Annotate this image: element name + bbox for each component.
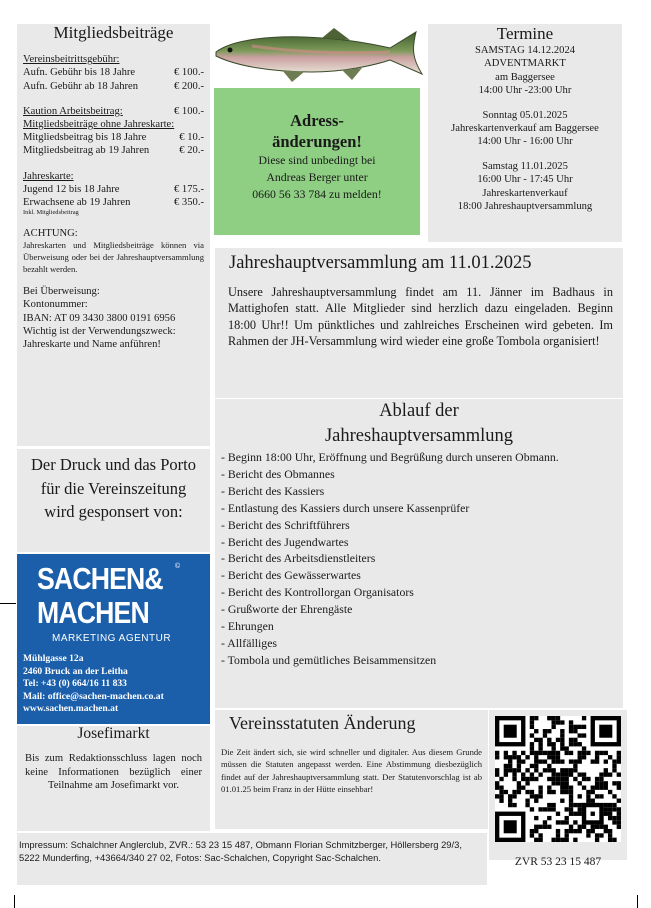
agenda-item: - Beginn 18:00 Uhr, Eröffnung und Begrüßung durch unseren Obmann. xyxy=(221,450,559,464)
agenda-item: - Bericht des Schriftführers xyxy=(221,517,350,532)
agenda-item: - Bericht des Kassiers xyxy=(221,483,325,498)
address-change-notice xyxy=(214,88,420,235)
iban: IBAN: AT 09 3430 3800 0191 6956 xyxy=(23,312,176,324)
fee-row: Aufn. Gebühr bis 18 Jahre € 100.- xyxy=(23,67,204,79)
crop-mark xyxy=(637,895,638,908)
fee-row: Jugend 12 bis 18 Jahre € 175.- xyxy=(23,183,204,195)
agenda-item: - Allfälliges xyxy=(221,635,278,650)
logo-agency: MARKETING AGENTUR xyxy=(52,633,172,644)
crop-mark xyxy=(14,895,15,908)
kaution-row: Kaution Arbeitsbeitrag: € 100.- xyxy=(23,105,204,117)
membership-fees-panel xyxy=(17,24,210,446)
annual-meeting-text: Unsere Jahreshauptversammlung findet am 11. Jänner im Badhaus in Mattighofen statt. Alle Mitglieder sind herzlich dazu eingeladen. Beginn 18:00 Uhr!! Um pünktliches und zahlreiches Erscheinen wird gebeten. Im Rahmen der JH-Versammlung wird wieder eine große Tombola organisiert! xyxy=(228,285,613,348)
statutes-panel xyxy=(215,710,488,829)
impressum-text: Impressum: Schalchner Anglerclub, ZVR.: 53 23 15 487, Obmann Florian Schmitzberger, Höllersberg 29/3, 5222 Munderfing, +43664/340 27 02, Fotos: Sac-Schalchen, Copyright Sac-Schalchen. xyxy=(19,839,462,864)
attention-title: ACHTUNG: xyxy=(23,228,78,240)
annual-meeting-panel xyxy=(215,248,623,398)
qr-code[interactable] xyxy=(495,716,621,842)
josefi-text: Bis zum Redaktionsschluss lagen noch keine Informationen bezüglich einer Teilnahme am Josefimarkt vor. xyxy=(25,753,202,792)
transfer-line: Bei Überweisung: xyxy=(23,286,100,298)
agenda-title: Ablauf der xyxy=(379,401,459,421)
agenda-title: Jahreshauptversammlung xyxy=(324,426,514,446)
agenda-item: - Bericht des Arbeitsdienstleiters xyxy=(221,551,376,566)
sponsor-text: Der Druck und das Porto für die Vereinszeitung wird gesponsert von: xyxy=(31,455,196,521)
zvr-number: ZVR 53 23 15 487 xyxy=(514,856,602,868)
attention-text: Jahreskarten und Mitgliedsbeiträge können via Überweisung oder bei der Jahreshauptversammlung bezahlt werden. xyxy=(23,240,204,274)
dates-panel xyxy=(428,24,622,242)
transfer-line: Kontonummer: xyxy=(23,299,88,311)
agenda-item: - Tombola und gemütliches Beisammensitzen xyxy=(221,652,437,667)
event-item: Samstag 11.01.2025 16:00 Uhr - 17:45 Uhr Jahreskartenverkauf 18:00 Jahreshauptversammlung xyxy=(457,160,593,213)
member-fee-heading: Mitgliedsbeiträge ohne Jahreskarte: xyxy=(23,119,175,131)
crop-mark xyxy=(0,603,16,604)
notice-text: Andreas Berger unter xyxy=(266,170,368,184)
registered-mark: © xyxy=(175,563,181,570)
agenda-item: - Bericht des Kontrollorgan Organisators xyxy=(221,585,414,600)
card-heading: Jahreskarte: xyxy=(23,170,74,182)
impressum xyxy=(17,833,487,885)
dates-title: Termine xyxy=(496,24,554,43)
event-item: SAMSTAG 14.12.2024 ADVENTMARKT am Baggersee 14:00 Uhr -23:00 Uhr xyxy=(474,45,576,97)
agenda-item: - Bericht des Jugendwartes xyxy=(221,534,349,549)
entry-fee-heading: Vereinsbeitrittsgebühr: xyxy=(23,54,120,66)
statutes-title: Vereinsstatuten Änderung xyxy=(229,713,416,733)
agenda-item: - Bericht des Gewässerwartes xyxy=(221,568,361,583)
josefi-title: Josefimarkt xyxy=(77,725,150,742)
qr-panel xyxy=(489,710,627,868)
agenda-list xyxy=(221,449,617,669)
agenda-item: - Entlastung des Kassiers durch unsere Kassenprüfer xyxy=(221,500,470,515)
notice-phone: 0660 56 33 784 zu melden! xyxy=(252,187,382,201)
fees-title: Mitgliedsbeiträge xyxy=(53,23,174,42)
sponsor-panel xyxy=(17,449,210,552)
sponsor-address: Mühlgasse 12a 2460 Bruck an der Leitha Tel: +43 (0) 664/16 11 833 Mail: office@sachen-machen.co.at www.sachen.machen.at xyxy=(23,653,164,715)
fee-row: Erwachsene ab 19 Jahren € 350.- xyxy=(23,197,204,209)
statutes-text: Die Zeit ändert sich, sie wird schneller und digitaler. Aus diesem Grunde müssen die Statuten angepasst werden. Eine Abstimmung diesbezüglich findet auf der Jahreshauptversammlung statt. Der Statutenvorschlag ist ab 01.01.25 beim Franz in der Hütte einsehbar! xyxy=(221,747,482,795)
josefimarkt-panel xyxy=(17,726,210,831)
agenda-item: - Bericht des Obmannes xyxy=(221,466,335,481)
fee-row: Mitgliedsbeitrag bis 18 Jahre € 10.- xyxy=(23,132,204,144)
event-item: Sonntag 05.01.2025 Jahreskartenverkauf am Baggersee 14:00 Uhr - 16:00 Uhr xyxy=(451,109,599,148)
annual-meeting-title: Jahreshauptversammlung am 11.01.2025 xyxy=(229,253,532,273)
sponsor-logo xyxy=(17,554,210,724)
transfer-note: Wichtig ist der Verwendungszweck: Jahreskarte und Name anführen! xyxy=(23,325,176,351)
agenda-panel xyxy=(215,399,623,708)
logo-wordmark: SACHEN& MACHEN xyxy=(37,561,163,630)
fee-row: Aufn. Gebühr ab 18 Jahren € 200.- xyxy=(23,80,204,92)
notice-text: Diese sind unbedingt bei xyxy=(258,153,376,167)
notice-title: Adress- xyxy=(290,111,344,130)
trout-illustration xyxy=(212,22,426,88)
agenda-item: - Ehrungen xyxy=(221,619,274,634)
card-note: Inkl. Mitgliedsbeitrag xyxy=(23,209,79,217)
agenda-item: - Grußworte der Ehrengäste xyxy=(221,602,353,617)
notice-title: änderungen! xyxy=(272,132,362,151)
fee-row: Mitgliedsbeitrag ab 19 Jahren € 20.- xyxy=(23,145,204,157)
